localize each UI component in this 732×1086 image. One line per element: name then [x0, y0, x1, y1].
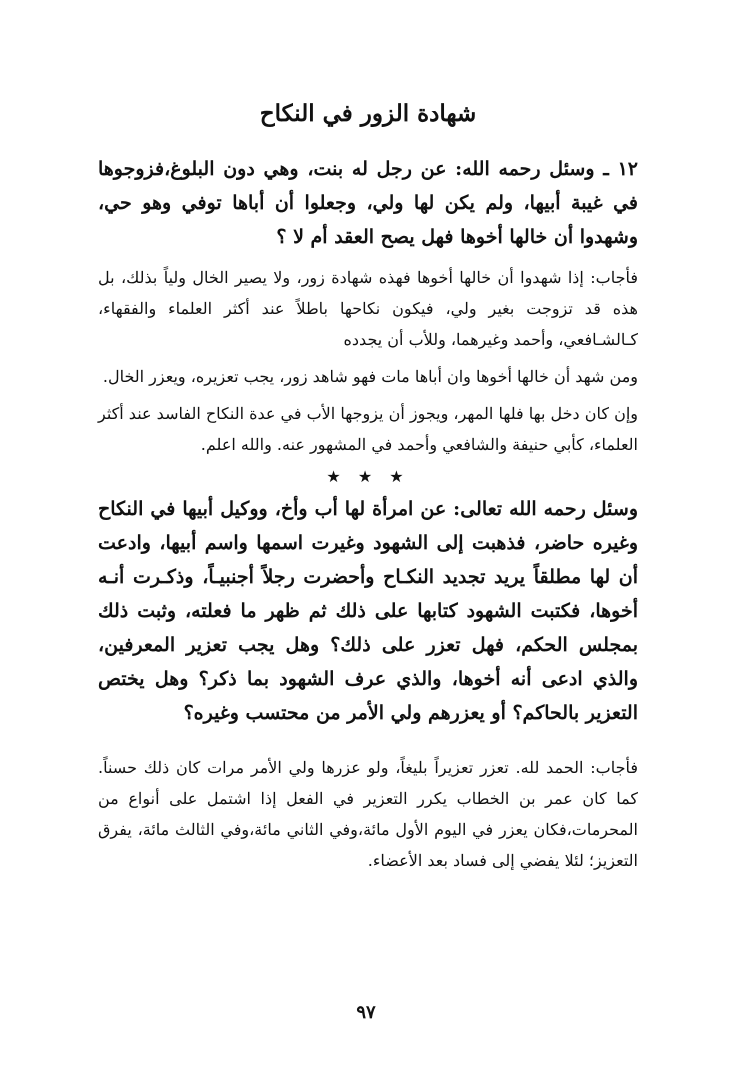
page-number: ٩٧ [356, 1002, 376, 1023]
section-separator: ★ ★ ★ [326, 467, 410, 486]
section-title: شهادة الزور في النكاح [259, 100, 477, 127]
spacer [98, 738, 638, 752]
answer-1-paragraph-1: فأجاب: إذا شهدوا أن خالها أخوها فهذه شهادة زور، ولا يصير الخال ولياً بذلك، بل هذه قد تزوجت بغير ولي، فيكون نكاحها باطلاً عند أكثر العلماء والفقهاء، كـالشـافعي، وأحمد وغيرهما، وللأب أن يجدده [98, 268, 638, 349]
question-1: ١٢ ـ وسئل رحمه الله: عن رجل له بنت، وهي دون البلوغ،فزوجوها في غيبة أبيها، ولم يكن لها ولي، وجعلوا أن أباها توفي وهو حي، وشهدوا أن خالها أخوها فهل يصح العقد أم لا ؟ [98, 158, 638, 248]
answer-1-paragraph-2: ومن شهد أن خالها أخوها وان أباها مات فهو شاهد زور، يجب تعزيره، ويعزر الخال. [102, 367, 638, 386]
page-body [98, 96, 638, 882]
question-2: وسئل رحمه الله تعالى: عن امرأة لها أب وأخ، ووكيل أبيها في النكاح وغيره حاضر، فذهبت إلى الشهود وغيرت اسمها واسم أبيها، وادعت أن لها مطلقاً يريد تجديد النكـاح وأحضرت رجلاً أجنبيـاً، وذكـرت أنـه أخوها، فكتبت الشهود كتابها على ذلك ثم ظهر ما فعلته، وثبت ذلك بمجلس الحكم، فهل تعزر على ذلك؟ وهل يجب تعزير المعرفين، والذي ادعى أنه أخوها، والذي عرف الشهود بما ذكر؟ وهل يختص التعزير بالحاكم؟ أو يعزرهم ولي الأمر من محتسب وغيره؟ [98, 498, 638, 724]
answer-1-paragraph-3: وإن كان دخل بها فلها المهر، ويجوز أن يزوجها الأب في عدة النكاح الفاسد عند أكثر العلماء، كأبي حنيفة والشافعي وأحمد في المشهور عنه. والله اعلم. [98, 404, 638, 454]
answer-2: فأجاب: الحمد لله. تعزر تعزيراً بليغاً، ولو عزرها ولي الأمر مرات كان ذلك حسناً. كما كان عمر بن الخطاب يكرر التعزير في الفعل إذا اشتمل على أنواع من المحرمات،فكان يعزر في اليوم الأول مائة،وفي الثاني مائة،وفي الثالث مائة، يفرق التعزيز؛ لئلا يفضي إلى فساد بعد الأعضاء. [98, 758, 638, 870]
